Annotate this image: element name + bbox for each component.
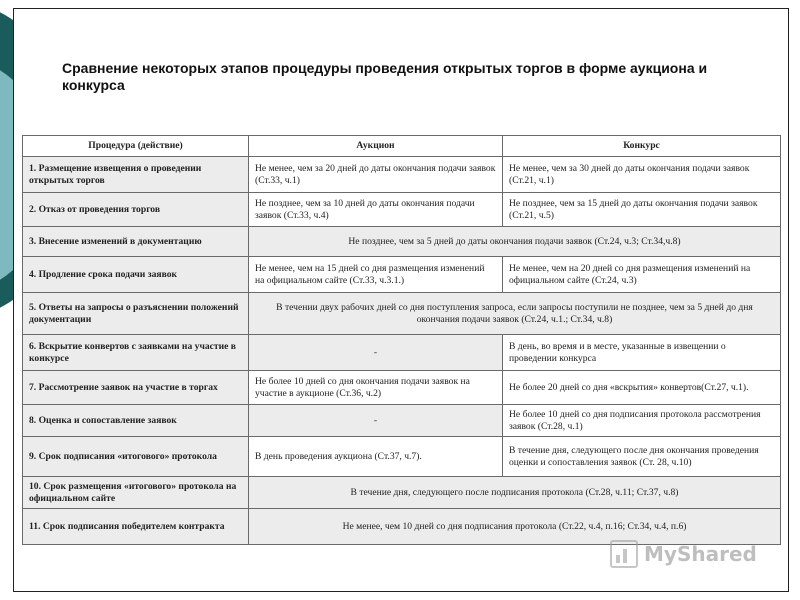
contest-cell: В день, во время и в месте, указанные в извещении о проведении конкурса [503,335,781,371]
procedure-cell: 2. Отказ от проведения торгов [23,193,249,227]
procedure-cell: 10. Срок размещения «итогового» протокола на официальном сайте [23,477,249,509]
auction-cell: Не менее, чем за 20 дней до даты окончания подачи заявок (Ст.33, ч.1) [249,157,503,193]
table-row [23,157,781,193]
procedure-cell: 7. Рассмотрение заявок на участие в торгах [23,371,249,405]
contest-cell: Не позднее, чем за 15 дней до даты окончания подачи заявок (Ст.21, ч.5) [503,193,781,227]
contest-cell: Не менее, чем на 20 дней со дня размещения изменений на официальном сайте (Ст.24, ч.3) [503,257,781,293]
procedure-cell: 3. Внесение изменений в документацию [23,227,249,257]
table-row [23,405,781,437]
table-row [23,193,781,227]
procedure-cell: 4. Продление срока подачи заявок [23,257,249,293]
procedure-cell: 1. Размещение извещения о проведении открытых торгов [23,157,249,193]
contest-cell: Не менее, чем за 30 дней до даты окончания подачи заявок (Ст.21, ч.1) [503,157,781,193]
auction-cell: - [249,335,503,371]
procedure-cell: 8. Оценка и сопоставление заявок [23,405,249,437]
table-row [23,293,781,335]
table-row [23,477,781,509]
watermark [610,536,770,572]
auction-cell: Не более 10 дней со дня окончания подачи заявок на участие в аукционе (Ст.36, ч.2) [249,371,503,405]
comparison-table [22,135,781,545]
table-row [23,257,781,293]
procedure-cell: 5. Ответы на запросы о разъяснении положений документации [23,293,249,335]
auction-cell: Не менее, чем на 15 дней со дня размещения изменений на официальном сайте (Ст.33, ч.3.1.) [249,257,503,293]
watermark-text: MyShared [644,542,757,566]
table-row [23,437,781,477]
procedure-cell: 11. Срок подписания победителем контракта [23,509,249,545]
slide-title: Сравнение некоторых этапов процедуры проведения открытых торгов в форме аукциона и конкурса [62,60,708,93]
table-row [23,335,781,371]
bar-chart-icon [610,540,638,568]
table-row [23,371,781,405]
contest-cell: Не более 20 дней со дня «вскрытия» конвертов(Ст.27, ч.1). [503,371,781,405]
procedure-cell: 6. Вскрытие конвертов с заявками на участие в конкурсе [23,335,249,371]
header-procedure: Процедура (действие) [23,136,249,157]
auction-cell: - [249,405,503,437]
table-header-row [23,136,781,157]
merged-cell: В течении двух рабочих дней со дня поступления запроса, если запросы поступили не позднее, чем за 5 дней до дня окончания подачи заявок (Ст.24, ч.1.; Ст.34, ч.8) [249,293,781,335]
header-auction: Аукцион [249,136,503,157]
merged-cell: Не менее, чем 10 дней со дня подписания протокола (Ст.22, ч.4, п.16; Ст.34, ч.4, п.6) [249,509,781,545]
table-row [23,227,781,257]
header-contest: Конкурс [503,136,781,157]
auction-cell: Не позднее, чем за 10 дней до даты окончания подачи заявок (Ст.33, ч.4) [249,193,503,227]
merged-cell: В течение дня, следующего после подписания протокола (Ст.28, ч.11; Ст.37, ч.8) [249,477,781,509]
contest-cell: Не более 10 дней со дня подписания протокола рассмотрения заявок (Ст.28, ч.1) [503,405,781,437]
auction-cell: В день проведения аукциона (Ст.37, ч.7). [249,437,503,477]
merged-cell: Не позднее, чем за 5 дней до даты окончания подачи заявок (Ст.24, ч.3; Ст.34,ч.8) [249,227,781,257]
contest-cell: В течение дня, следующего после дня окончания проведения оценки и сопоставления заявок (Ст. 28, ч.10) [503,437,781,477]
procedure-cell: 9. Срок подписания «итогового» протокола [23,437,249,477]
